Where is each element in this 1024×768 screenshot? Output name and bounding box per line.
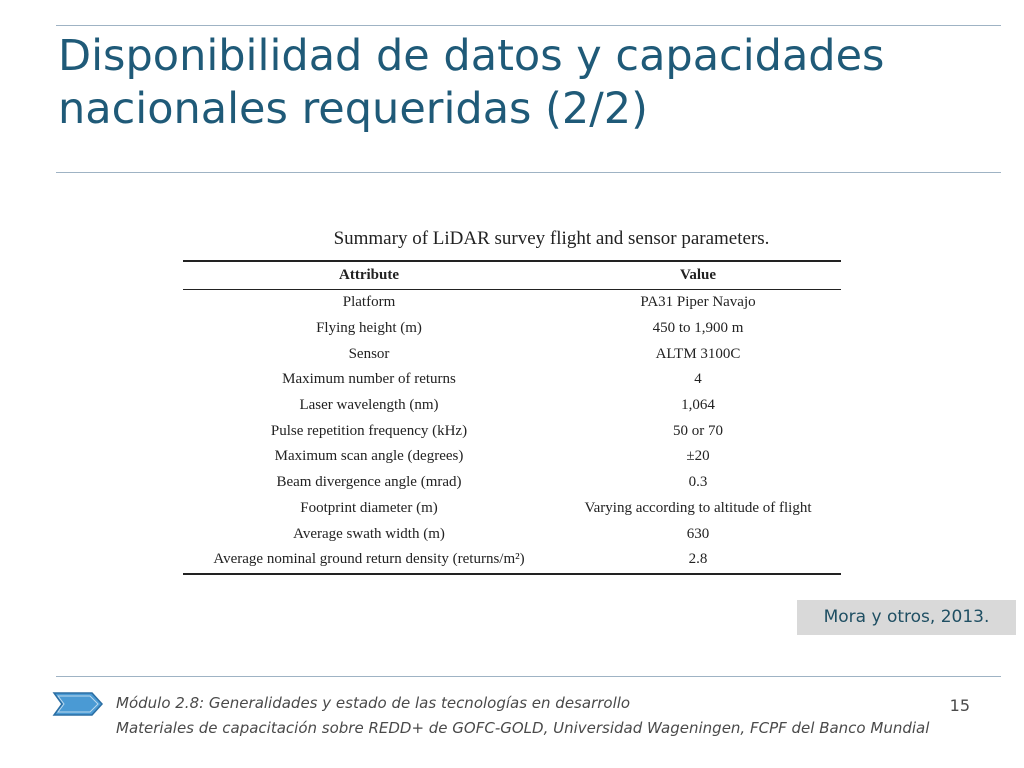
chevron-arrow-icon bbox=[52, 690, 104, 718]
page-number: 15 bbox=[949, 696, 970, 715]
table-header-row bbox=[183, 261, 841, 290]
value-cell: ±20 bbox=[686, 448, 710, 465]
attribute-cell: Platform bbox=[342, 294, 396, 311]
attribute-cell: Laser wavelength (nm) bbox=[299, 397, 439, 414]
footer-credits-text: Materiales de capacitación sobre REDD+ de GOFC-GOLD, Universidad Wageningen, FCPF del Banco Mundial bbox=[116, 719, 930, 737]
attribute-cell: Maximum number of returns bbox=[282, 371, 456, 388]
table-row bbox=[183, 341, 841, 367]
value-cell: 630 bbox=[686, 525, 710, 542]
footer-module-text: Módulo 2.8: Generalidades y estado de las tecnologías en desarrollo bbox=[116, 694, 631, 712]
value-cell: 0.3 bbox=[688, 474, 708, 491]
attribute-cell: Sensor bbox=[348, 345, 390, 362]
citation-box: Mora y otros, 2013. bbox=[797, 600, 1016, 635]
attribute-cell: Pulse repetition frequency (kHz) bbox=[270, 422, 468, 439]
value-cell: 50 or 70 bbox=[673, 422, 723, 439]
attribute-cell: Flying height (m) bbox=[316, 320, 422, 337]
value-cell: Varying according to altitude of flight bbox=[584, 499, 812, 516]
table-row bbox=[183, 316, 841, 342]
title-bottom-rule bbox=[56, 172, 1001, 173]
title-top-rule bbox=[56, 25, 1001, 26]
value-cell: 1,064 bbox=[681, 397, 715, 414]
header-attribute: Attribute bbox=[183, 261, 555, 290]
table-row bbox=[183, 418, 841, 444]
value-cell: 450 to 1,900 m bbox=[652, 320, 744, 337]
table-row bbox=[183, 547, 841, 574]
table-row bbox=[183, 444, 841, 470]
attribute-cell: Maximum scan angle (degrees) bbox=[274, 448, 464, 465]
value-cell: ALTM 3100C bbox=[655, 345, 741, 362]
table-row bbox=[183, 521, 841, 547]
table-row bbox=[183, 393, 841, 419]
header-value: Value bbox=[555, 261, 841, 290]
table-row bbox=[183, 470, 841, 496]
table-caption: Summary of LiDAR survey flight and sensor parameters. bbox=[333, 228, 770, 249]
value-cell: 2.8 bbox=[555, 547, 841, 574]
attribute-cell: Average nominal ground return density (returns/m²) bbox=[183, 547, 555, 574]
table-row bbox=[183, 496, 841, 522]
slide-title: Disponibilidad de datos y capacidades nacionales requeridas (2/2) bbox=[58, 31, 885, 134]
table-row bbox=[183, 290, 841, 316]
footer-rule bbox=[56, 676, 1001, 677]
attribute-cell: Average swath width (m) bbox=[293, 525, 445, 542]
value-cell: 4 bbox=[694, 371, 702, 388]
value-cell: PA31 Piper Navajo bbox=[640, 294, 756, 311]
attribute-cell: Beam divergence angle (mrad) bbox=[276, 474, 462, 491]
lidar-parameters-table bbox=[183, 260, 841, 575]
table-row bbox=[183, 367, 841, 393]
attribute-cell: Footprint diameter (m) bbox=[300, 499, 438, 516]
